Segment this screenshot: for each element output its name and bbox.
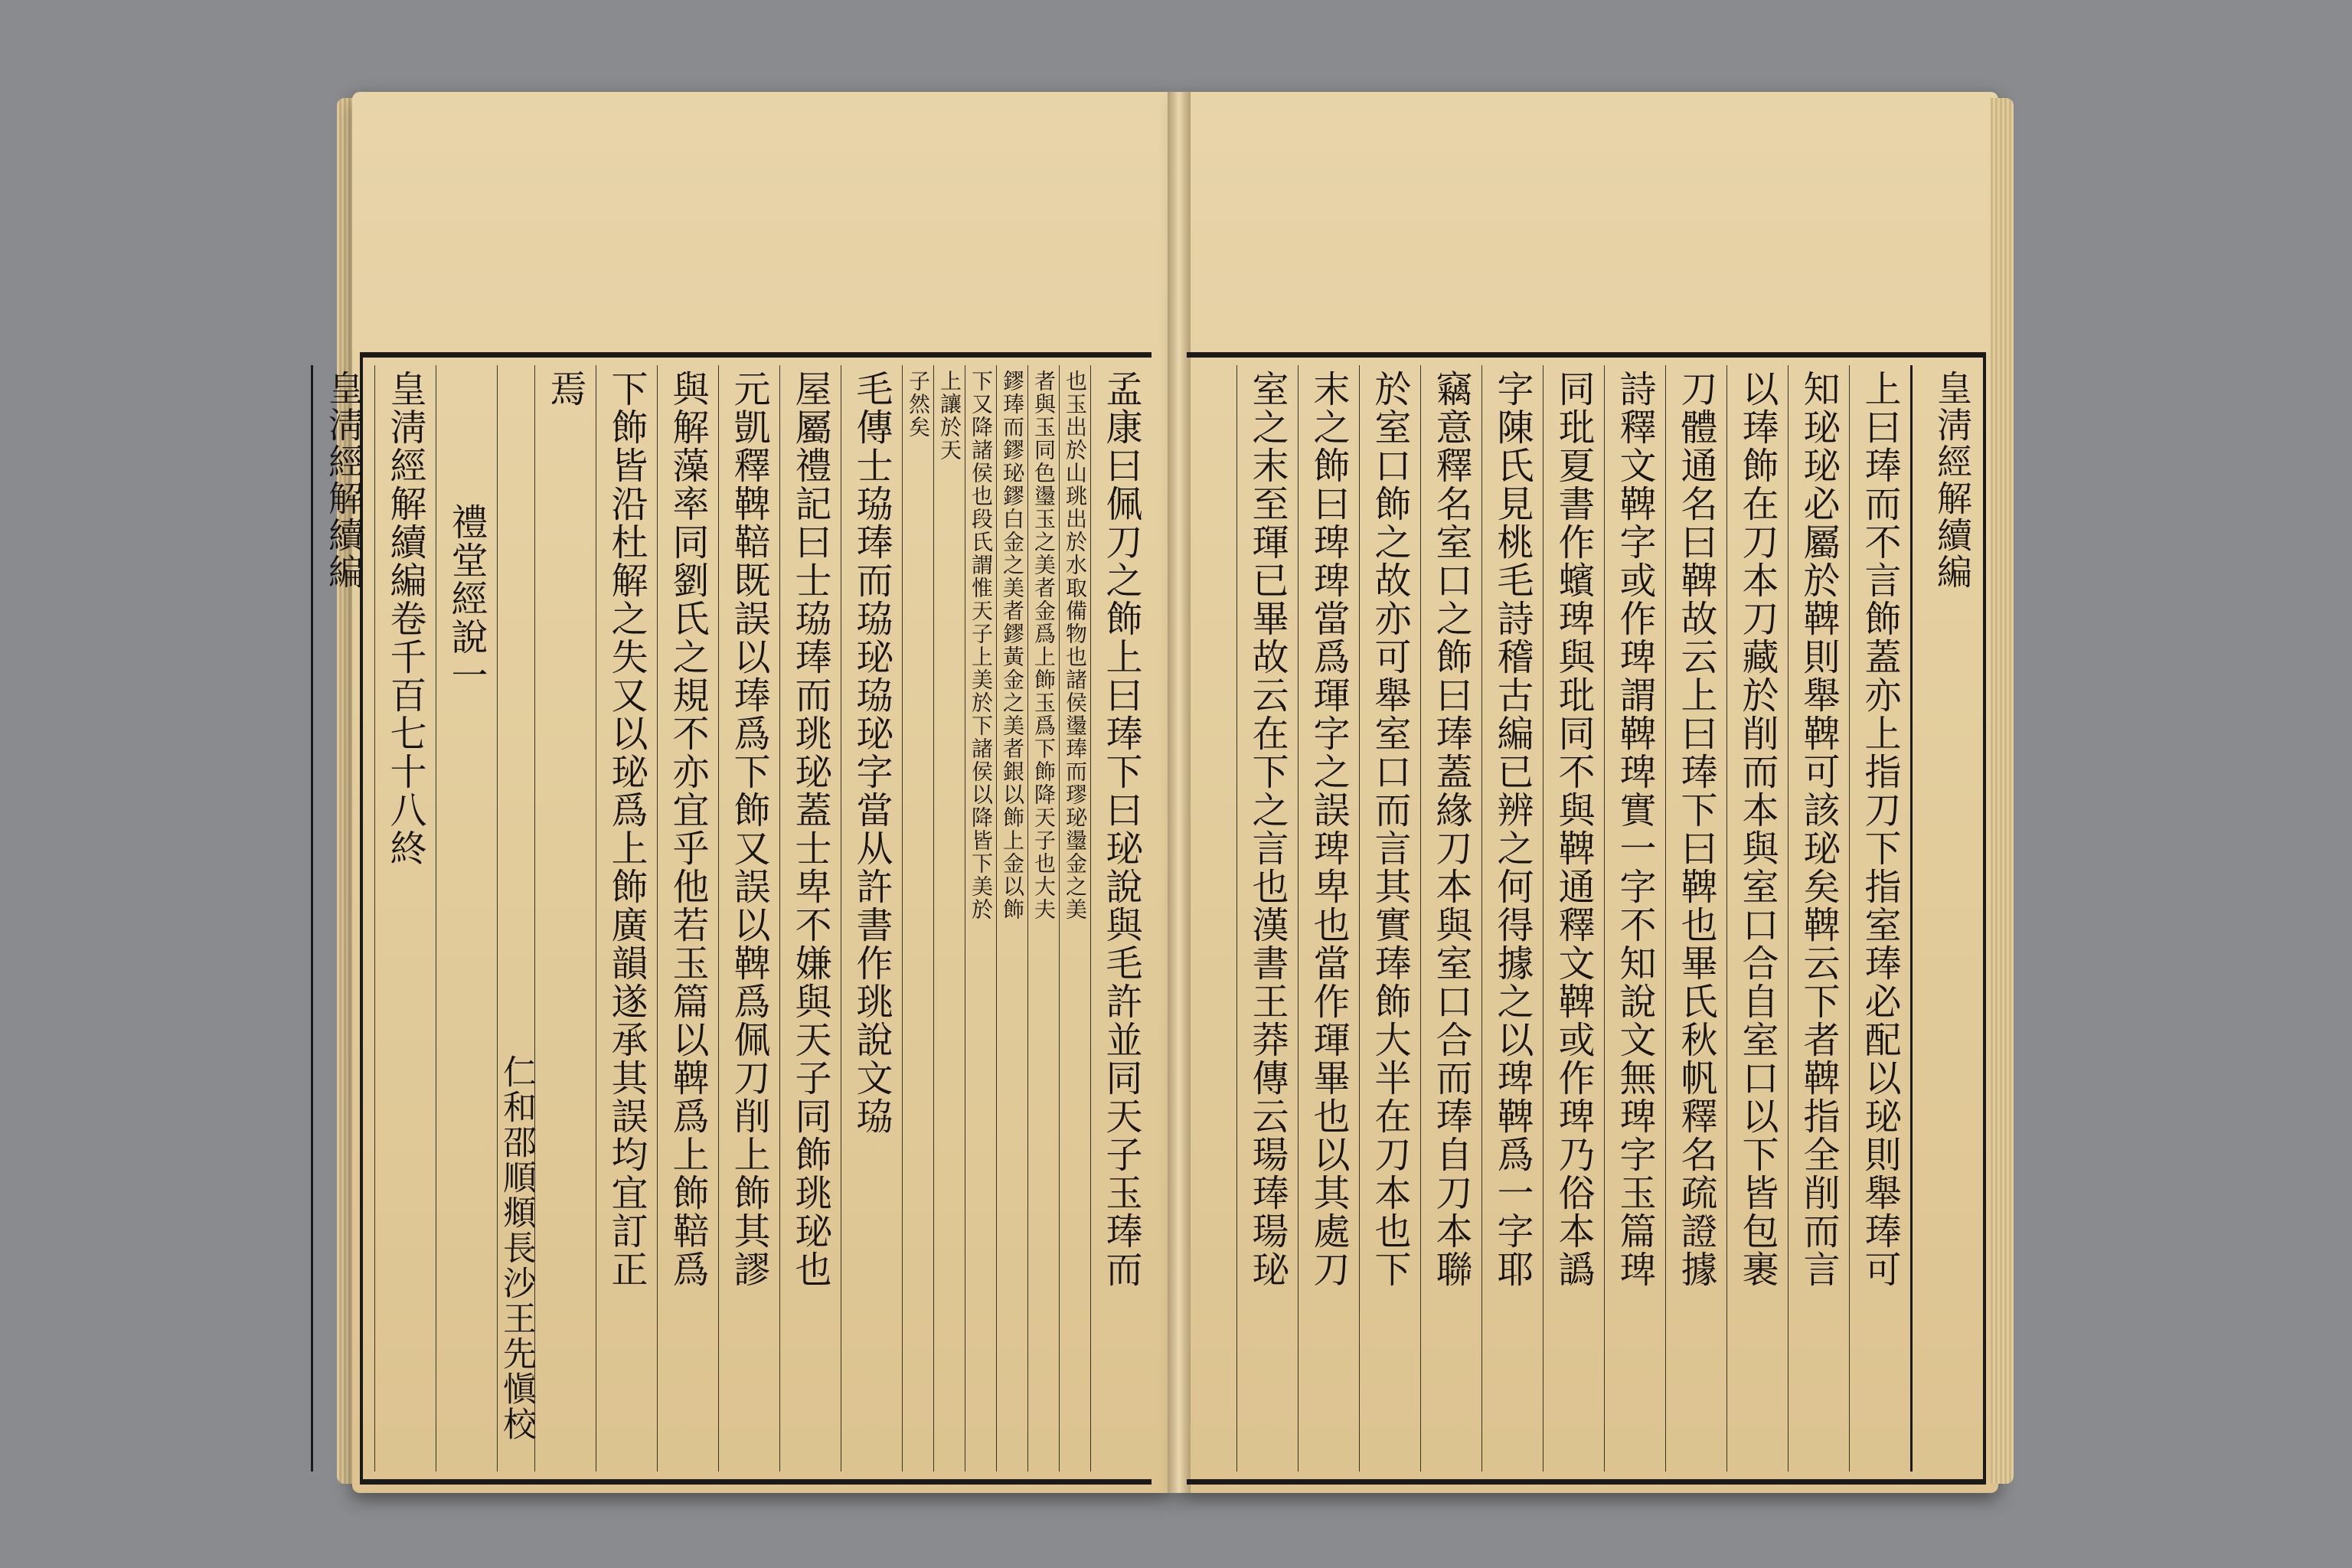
left-small-col-2: 上讓於天	[933, 365, 965, 1472]
left-col-10: 孟康曰佩刀之飾上曰琫下曰珌說與毛許並同天子玉琫而	[1090, 365, 1152, 1472]
right-col-9: 於室口飾之故亦可舉室口而言其實琫飾大半在刀本也下	[1359, 365, 1420, 1472]
left-col-8: 屋屬禮記曰士珕琫而珧珌蓋士卑不嫌與天子同飾珧珌也	[779, 365, 841, 1472]
right-col-7: 字陳氏見桃毛詩稽古編已辨之何得據之以琕鞞爲一字耶	[1481, 365, 1543, 1472]
left-col-4: 焉	[534, 365, 596, 1472]
left-col-9: 毛傳士珕琫而珕珌珕珌字當从許書作珧說文珕	[841, 365, 902, 1472]
left-col-end-title: 皇淸經解續編卷千百七十八終	[374, 365, 436, 1472]
left-small-col-4: 鏐琫而鏐珌鏐白金之美者鏐黃金之美者銀以飾上金以飾	[996, 365, 1027, 1472]
left-small-col-3: 下又降諸侯也段氏謂惟天子上美於下諸侯以降皆下美於	[965, 365, 996, 1472]
left-small-col-1: 子然矣	[902, 365, 933, 1472]
left-col-5: 下飾皆沿杜解之失又以珌爲上飾廣韻遂承其誤均宜訂正	[596, 365, 657, 1472]
left-small-col-5: 者與玉同色璗玉之美者金爲上飾玉爲下飾降天子也大夫	[1027, 365, 1059, 1472]
left-col-7: 元凱釋鞞鞛既誤以琫爲下飾又誤以鞞爲佩刀削上飾其謬	[718, 365, 779, 1472]
right-col-4: 刀體通名曰鞞故云上曰琫下曰鞞也畢氏秋帆釋名疏證據	[1665, 365, 1726, 1472]
right-col-10: 末之飾曰琕琕當爲琿字之誤琕卑也當作琿畢也以其處刀	[1298, 365, 1359, 1472]
left-col-chapter: 禮堂經說一	[436, 365, 497, 1472]
left-col-6: 與解藻率同劉氏之規不亦宜乎他若玉篇以鞞爲上飾鞛爲	[657, 365, 718, 1472]
right-col-3: 以琫飾在刀本刀藏於削而本與室口合自室口以下皆包裹	[1726, 365, 1788, 1472]
right-col-1: 上曰琫而不言飾蓋亦上指刀下指室琫必配以珌則舉琫可	[1849, 365, 1910, 1472]
right-col-2: 知珌珌必屬於鞞則舉鞞可該珌矣鞞云下者鞞指全削而言	[1788, 365, 1849, 1472]
right-col-5: 詩釋文鞞字或作琕謂鞞琕實一字不知說文無琕字玉篇琕	[1604, 365, 1665, 1472]
right-col-6: 同玭夏書作蠙琕與玭同不與鞞通釋文鞞或作琕乃俗本譌	[1543, 365, 1604, 1472]
page-edges-right	[1991, 98, 2014, 1484]
left-col-colophon: 仁和邵順頫長沙王先愼校	[497, 365, 534, 1472]
open-book	[323, 92, 2021, 1493]
left-text-frame	[323, 352, 1152, 1485]
right-center-column: 皇淸經解續編	[1910, 365, 1983, 1472]
left-small-col-6: 也玉出於山珧出於水取備物也諸侯璗琫而璆珌璗金之美	[1059, 365, 1090, 1472]
right-col-11: 室之末至琿已畢故云在下之言也漢書王莽傳云瑒琫瑒珌	[1236, 365, 1298, 1472]
left-center-column: 皇淸經解續編	[311, 365, 374, 1472]
right-text-frame	[1187, 352, 1986, 1485]
right-col-8: 竊意釋名室口之飾曰琫蓋緣刀本與室口合而琫自刀本聯	[1420, 365, 1481, 1472]
